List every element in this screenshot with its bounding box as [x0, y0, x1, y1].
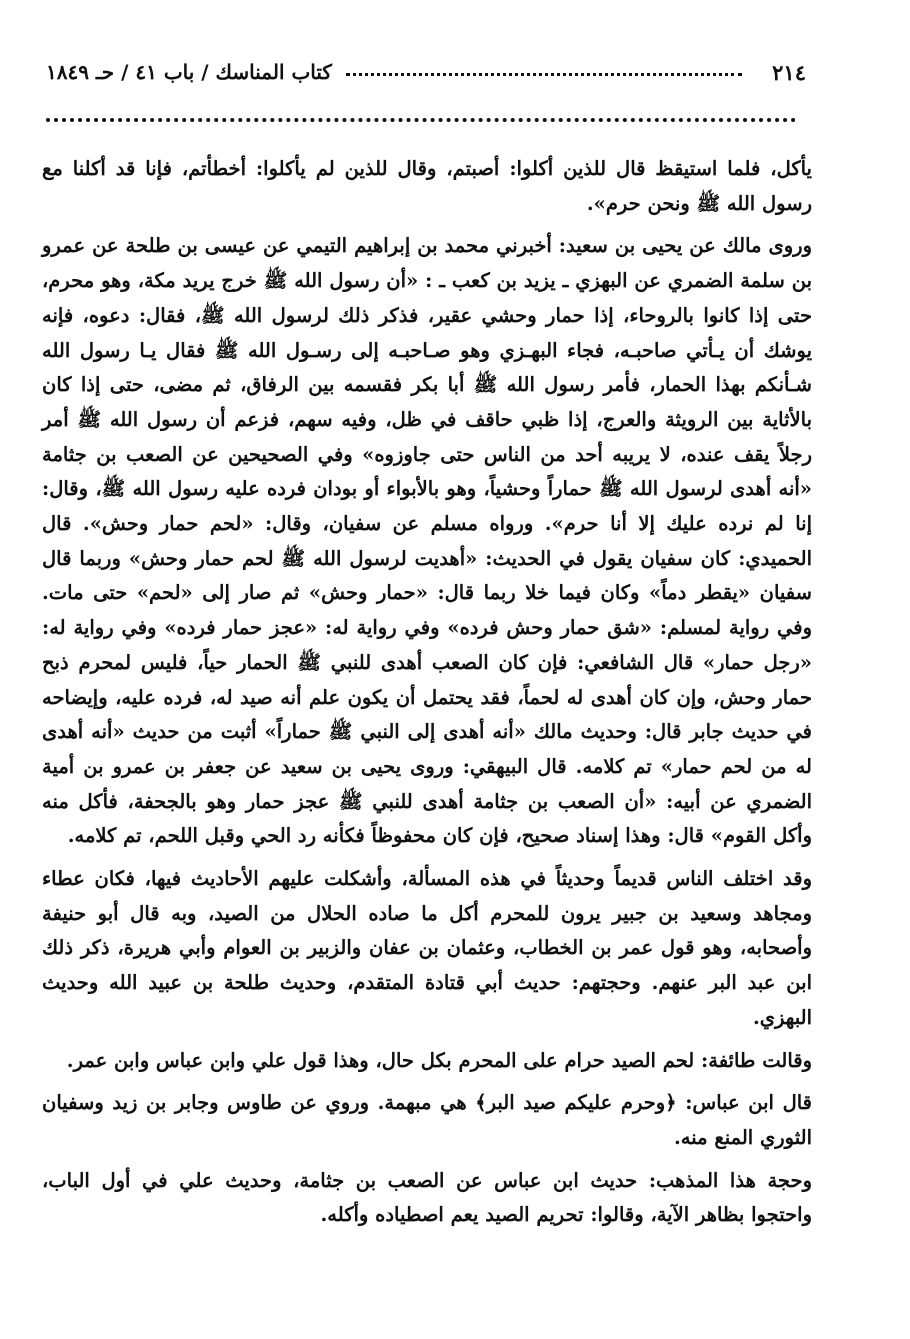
page-header — [46, 52, 806, 92]
header-dotted-leader — [346, 73, 742, 78]
page-number: ٢١٤ — [772, 59, 806, 85]
chapter-title: كتاب المناسك / باب ٤١ / حـ ١٨٤٩ — [46, 60, 332, 84]
header-separator — [46, 118, 796, 122]
paragraph: وروى مالك عن يحيى بن سعيد: أخبرني محمد بن إبراهيم التيمي عن عيسى بن طلحة عن عمرو بن سلمة الضمري عن البهزي ـ يزيد بن كعب ـ : «أن رسول الله ﷺ خرج يريد مكة، وهو محرم، حتى إذا كانوا بالروحاء، إذا حمار وحشي عقير، فذكر ذلك لرسول الله ﷺ، فقال: دعوه، فإنه يوشك أن يـأتي صاحبـه، فجاء البهـزي وهو صـاحبـه إلى رسـول الله ﷺ فقال يـا رسول الله شـأنكم بهذا الحمار، فأمر رسول الله ﷺ أبا بكر فقسمه بين الرفاق، ثم مضى، حتى إذا كان بالأثاية بين الرويثة والعرج، إذا ظبي حاقف في ظل، وفيه سهم، فزعم أن رسول الله ﷺ أمر رجلاً يقف عنده، لا يريبه أحد من الناس حتى جاوزوه» وفي الصحيحين عن الصعب بن جثامة «أنه أهدى لرسول الله ﷺ حماراً وحشياً، وهو بالأبواء أو بودان فرده عليه رسول الله ﷺ، وقال: إنا لم نرده عليك إلا أنا حرم». ورواه مسلم عن سفيان، وقال: «لحم حمار وحش». قال الحميدي: كان سفيان يقول في الحديث: «أهديت لرسول الله ﷺ لحم حمار وحش» وربما قال سفيان «يقطر دماً» وكان فيما خلا ربما قال: «حمار وحش» ثم صار إلى «لحم» حتى مات. وفي رواية لمسلم: «شق حمار وحش فرده» وفي رواية له: «عجز حمار فرده» وفي رواية له: «رجل حمار» قال الشافعي: فإن كان الصعب أهدى للنبي ﷺ الحمار حياً، فليس لمحرم ذبح حمار وحش، وإن كان أهدى له لحماً، فقد يحتمل أن يكون علم أنه صيد له، فرده عليه، وإيضاحه في حديث جابر قال: وحديث مالك «أنه أهدى إلى النبي ﷺ حماراً» أثبت من حديث «أنه أهدى له من لحم حمار» تم كلامه. قال البيهقي: وروى يحيى بن سعيد عن جعفر بن عمرو بن أمية الضمري عن أبيه: «أن الصعب بن جثامة أهدى للنبي ﷺ عجز حمار وهو بالجحفة، فأكل منه وأكل القوم» قال: وهذا إسناد صحيح، فإن كان محفوظاً فكأنه رد الحي وقبل اللحم، تم كلامه. — [42, 234, 812, 848]
paragraph: وحجة هذا المذهب: حديث ابن عباس عن الصعب بن جثامة، وحديث علي في أول الباب، واحتجوا بظاهر الآية، وقالوا: تحريم الصيد يعم اصطياده وأكله. — [42, 1168, 812, 1227]
paragraph: وقد اختلف الناس قديماً وحديثاً في هذه المسألة، وأشكلت عليهم الأحاديث فيها، فكان عطاء ومجاهد وسعيد بن جبير يرون للمحرم أكل ما صاده الحلال من الصيد، وبه قال أبو حنيفة وأصحابه، وهو قول عمر بن الخطاب، وعثمان بن عفان والزبير بن العوام وأبي هريرة، ذكر ذلك ابن عبد البر عنهم. وحجتهم: حديث أبي قتادة المتقدم، وحديث طلحة بن عبيد الله وحديث البهزي. — [42, 867, 812, 1029]
paragraph: يأكل، فلما استيقظ قال للذين أكلوا: أصبتم، وقال للذين لم يأكلوا: أخطأتم، فإنا قد أكلنا مع رسول الله ﷺ ونحن حرم». — [42, 157, 812, 215]
paragraph: قال ابن عباس: ﴿وحرم عليكم صيد البر﴾ هي مبهمة. وروي عن طاوس وجابر بن زيد وسفيان الثوري المنع منه. — [42, 1091, 812, 1149]
paragraph: وقالت طائفة: لحم الصيد حرام على المحرم بكل حال، وهذا قول علي وابن عباس وابن عمر. — [66, 1048, 812, 1072]
page-body — [42, 152, 812, 1233]
